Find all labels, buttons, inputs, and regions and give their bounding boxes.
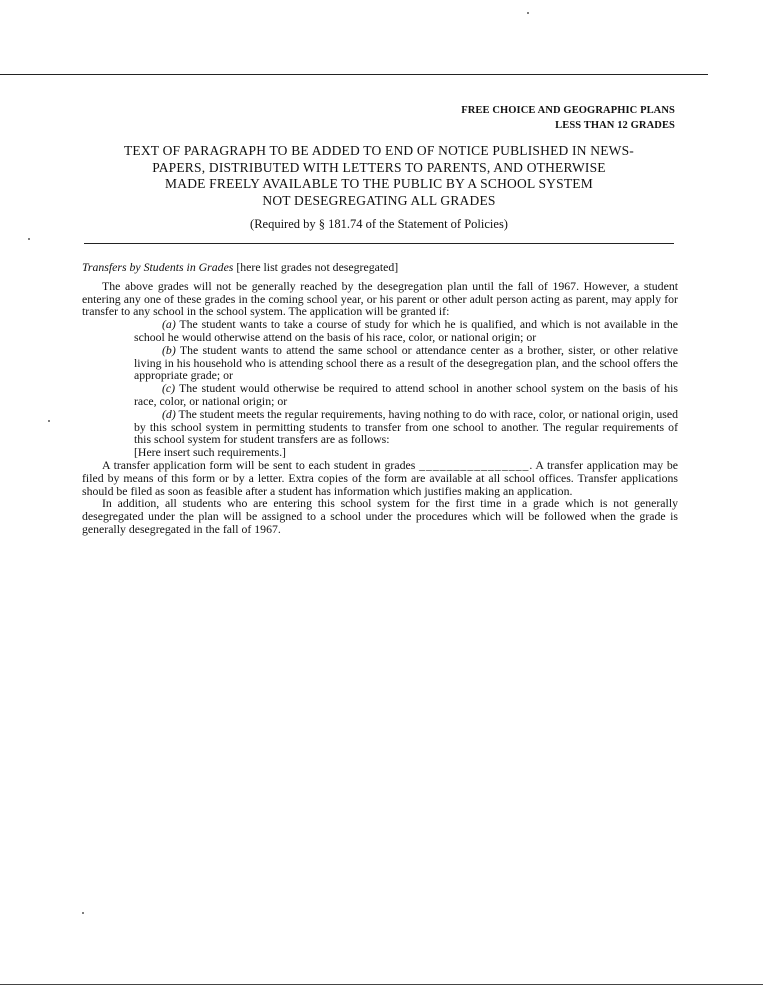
scan-speck [48, 420, 50, 422]
plan-type-line-1: FREE CHOICE AND GEOGRAPHIC PLANS [461, 105, 675, 116]
scan-speck [82, 912, 84, 914]
condition-a-text: The student wants to take a course of study for which he is qualified, and which is not available in the school he would otherwise attend on the basis of his race, color, or national origin; or [134, 317, 678, 344]
grades-blank: ________________ [419, 457, 530, 472]
top-rule [0, 74, 708, 75]
section-heading-note: [here list grades not desegregated] [233, 260, 399, 274]
condition-b-label: (b) [162, 342, 176, 357]
title-line-4: NOT DESEGREGATING ALL GRADES [262, 192, 496, 208]
condition-d-text: The student meets the regular requirements, having nothing to do with race, color, or national origin, used by this school system in permitting students to transfer from one school to another. The regular requirements of this school system for student transfers are as follows: [134, 406, 678, 447]
title-line-3: MADE FREELY AVAILABLE TO THE PUBLIC BY A SCHOOL SYSTEM [165, 176, 593, 191]
section-rule [84, 243, 674, 244]
condition-a [82, 318, 678, 344]
paragraph-application [82, 459, 678, 497]
scan-speck [28, 238, 30, 240]
bottom-rule [0, 984, 763, 985]
plan-type-line-2: LESS THAN 12 GRADES [555, 120, 675, 131]
policy-reference: (Required by § 181.74 of the Statement of Policies) [250, 217, 508, 231]
paragraph-new-students: In addition, all students who are entering this school system for the first time in a grade which is not generally desegregated under the plan will be assigned to a school under the procedures which will be followed when the grade is generally desegregated in the fall of 1967. [82, 496, 678, 536]
document-title [72, 143, 686, 209]
condition-b [82, 344, 678, 382]
section-heading [82, 261, 678, 274]
section-heading-title: Transfers by Students in Grades [82, 260, 234, 274]
paragraph-intro: The above grades will not be generally reached by the desegregation plan until the fall of 1967. However, a student entering any one of these grades in the coming school year, or his parent or other adult person acting as parent, may apply for transfer to any school in the school system. The application will be granted if: [82, 278, 678, 319]
condition-d-label: (d) [162, 406, 176, 421]
condition-c-text: The student would otherwise be required to attend school in another school system on the basis of his race, color, or national origin; or [134, 381, 678, 408]
insert-requirements-note: [Here insert such requirements.] [134, 445, 286, 460]
application-text-end: . A transfer application may be filed by means of this form or by a letter. Extra copies of the form are available at all school offices. Transfer applications should be filed as soon as feasible after a student has information which justifies making an application. [82, 457, 678, 498]
condition-c [82, 382, 678, 408]
notice-body [82, 261, 678, 536]
title-line-2: PAPERS, DISTRIBUTED WITH LETTERS TO PARENTS, AND OTHERWISE [152, 159, 606, 175]
scan-speck [527, 12, 529, 14]
condition-c-label: (c) [162, 381, 176, 396]
condition-b-text: The student wants to attend the same school or attendance center as a brother, sister, or other relative living in his household who is attending school there as a result of the desegregation plan, and the school offers the appropriate grade; or [134, 342, 678, 383]
title-line-1: TEXT OF PARAGRAPH TO BE ADDED TO END OF NOTICE PUBLISHED IN NEWS- [123, 143, 635, 158]
condition-d [82, 408, 678, 446]
plan-type-header [461, 103, 675, 133]
application-text-start: A transfer application form will be sent to each student in grades [102, 457, 420, 472]
condition-a-label: (a) [162, 317, 176, 332]
